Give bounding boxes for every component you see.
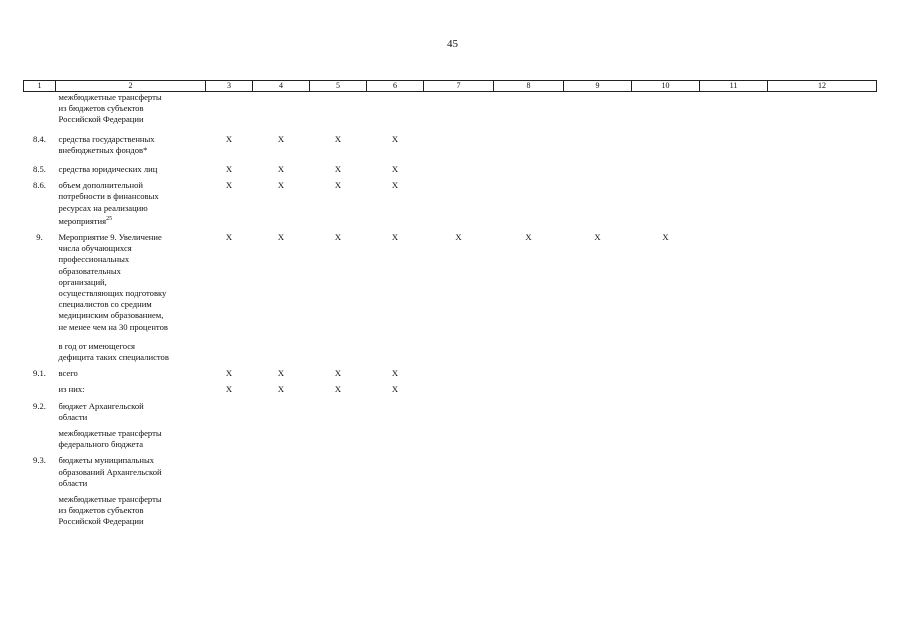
row-description xyxy=(56,156,206,175)
value-cell xyxy=(206,92,253,126)
value-cell xyxy=(367,92,424,126)
value-cell xyxy=(253,333,310,363)
value-cell xyxy=(768,126,877,156)
value-cell xyxy=(253,423,310,450)
column-header: 1 xyxy=(24,81,56,92)
row-number xyxy=(24,333,56,363)
value-cell xyxy=(206,396,253,423)
value-cell xyxy=(700,396,768,423)
row-description xyxy=(56,175,206,227)
table-row xyxy=(24,423,877,450)
description-text: средства юридических лиц xyxy=(58,164,158,175)
value-cell xyxy=(424,423,494,450)
value-cell: X xyxy=(594,231,601,242)
description-line xyxy=(59,243,206,254)
row-description xyxy=(56,450,206,489)
value-cell xyxy=(424,92,494,126)
value-cell xyxy=(253,489,310,528)
value-cell xyxy=(632,175,700,227)
value-cell xyxy=(632,156,700,175)
table-row xyxy=(24,363,877,379)
value-cell xyxy=(700,333,768,363)
description-line xyxy=(59,203,206,214)
value-cell xyxy=(253,396,310,423)
description-line xyxy=(59,516,206,527)
value-cell xyxy=(700,227,768,333)
value-cell xyxy=(310,92,367,126)
value-cell xyxy=(424,175,494,227)
description-text: межбюджетные трансферты xyxy=(58,92,162,102)
value-cell xyxy=(564,333,632,363)
value-cell xyxy=(206,450,253,489)
value-cell: X xyxy=(277,384,285,395)
row-description xyxy=(56,333,206,363)
description-line xyxy=(59,164,206,175)
table-row xyxy=(24,450,877,489)
description-text: внебюджетных фондов* xyxy=(58,144,148,155)
value-cell: X xyxy=(277,368,285,379)
row-description xyxy=(56,92,206,126)
value-cell xyxy=(632,363,700,379)
column-header: 2 xyxy=(56,81,206,92)
value-cell: X xyxy=(391,133,399,144)
budget-table xyxy=(23,80,877,528)
description-line xyxy=(59,467,206,478)
value-cell xyxy=(424,126,494,156)
description-line xyxy=(59,384,206,395)
description-line xyxy=(59,478,206,489)
value-cell xyxy=(564,379,632,395)
description-line xyxy=(59,439,206,450)
description-text: специалистов со средним xyxy=(58,299,152,310)
description-text: не менее чем на 30 процентов xyxy=(58,321,168,332)
value-cell xyxy=(564,92,632,126)
value-cell xyxy=(206,423,253,450)
value-cell xyxy=(310,489,367,528)
value-cell xyxy=(367,489,424,528)
value-cell xyxy=(494,396,564,423)
value-cell: X xyxy=(277,164,285,175)
table-row xyxy=(24,489,877,528)
value-cell: X xyxy=(334,133,342,144)
value-cell xyxy=(494,126,564,156)
value-cell: X xyxy=(225,164,233,175)
value-cell xyxy=(632,379,700,395)
description-line xyxy=(59,277,206,288)
value-cell xyxy=(768,333,877,363)
row-description xyxy=(56,363,206,379)
table-row xyxy=(24,156,877,175)
value-cell xyxy=(367,333,424,363)
value-cell xyxy=(253,92,310,126)
value-cell xyxy=(700,156,768,175)
value-cell xyxy=(494,423,564,450)
row-description xyxy=(56,379,206,395)
description-line xyxy=(59,310,206,321)
description-text: числа обучающихся xyxy=(58,243,132,254)
row-description xyxy=(56,423,206,450)
value-cell: X xyxy=(225,368,233,379)
description-line xyxy=(59,232,206,243)
description-line xyxy=(59,180,206,191)
value-cell xyxy=(367,450,424,489)
value-cell: X xyxy=(277,231,285,242)
value-cell xyxy=(700,126,768,156)
description-line xyxy=(59,145,206,156)
row-number xyxy=(24,379,56,395)
value-cell xyxy=(564,126,632,156)
value-cell: X xyxy=(225,384,233,395)
value-cell xyxy=(424,489,494,528)
description-line xyxy=(59,214,206,227)
value-cell: X xyxy=(525,231,532,242)
table-row xyxy=(24,175,877,227)
value-cell xyxy=(310,396,367,423)
column-header: 5 xyxy=(310,81,367,92)
value-cell xyxy=(700,450,768,489)
description-text: профессиональных xyxy=(58,254,130,265)
value-cell xyxy=(632,92,700,126)
value-cell xyxy=(564,363,632,379)
row-description xyxy=(56,227,206,333)
row-number: 8.4. xyxy=(33,133,46,144)
description-text: организаций, xyxy=(58,276,107,287)
column-header: 8 xyxy=(494,81,564,92)
row-number: 9.3. xyxy=(33,455,46,466)
description-line xyxy=(59,92,206,103)
description-text: из бюджетов субъектов xyxy=(58,505,144,516)
value-cell xyxy=(564,423,632,450)
value-cell xyxy=(310,333,367,363)
description-text: образований Архангельской xyxy=(58,466,162,477)
value-cell xyxy=(494,333,564,363)
value-cell xyxy=(206,489,253,528)
description-text: из них: xyxy=(58,384,85,395)
value-cell xyxy=(253,450,310,489)
value-cell: X xyxy=(225,231,233,242)
value-cell xyxy=(564,175,632,227)
row-number: 8.6. xyxy=(33,180,46,191)
value-cell xyxy=(768,489,877,528)
column-header: 4 xyxy=(253,81,310,92)
value-cell xyxy=(310,423,367,450)
description-line xyxy=(59,322,206,333)
description-line xyxy=(59,341,206,352)
description-line xyxy=(59,299,206,310)
row-description xyxy=(56,396,206,423)
value-cell xyxy=(424,379,494,395)
value-cell xyxy=(494,379,564,395)
column-header: 6 xyxy=(367,81,424,92)
value-cell xyxy=(564,489,632,528)
description-line xyxy=(59,428,206,439)
description-text: образовательных xyxy=(58,265,121,276)
description-line xyxy=(59,114,206,125)
value-cell: X xyxy=(391,164,399,175)
description-line xyxy=(59,266,206,277)
description-line xyxy=(59,352,206,363)
value-cell: X xyxy=(334,384,342,395)
value-cell xyxy=(632,126,700,156)
row-number: 8.5. xyxy=(33,164,46,175)
value-cell xyxy=(768,423,877,450)
value-cell xyxy=(700,92,768,126)
table-row xyxy=(24,396,877,423)
description-line xyxy=(59,254,206,265)
description-line xyxy=(59,103,206,114)
column-header: 12 xyxy=(768,81,877,92)
table-row xyxy=(24,126,877,156)
value-cell xyxy=(424,363,494,379)
value-cell: X xyxy=(277,133,285,144)
value-cell xyxy=(494,175,564,227)
value-cell xyxy=(700,489,768,528)
value-cell xyxy=(700,363,768,379)
description-text: бюджеты муниципальных xyxy=(58,455,155,466)
value-cell xyxy=(367,423,424,450)
value-cell: X xyxy=(277,180,285,191)
description-line xyxy=(59,401,206,412)
description-text: бюджет Архангельской xyxy=(58,400,144,411)
description-text: области xyxy=(58,411,88,422)
value-cell xyxy=(494,489,564,528)
value-cell xyxy=(768,92,877,126)
row-description xyxy=(56,126,206,156)
description-text: всего xyxy=(58,368,78,379)
value-cell: X xyxy=(391,384,399,395)
value-cell xyxy=(700,175,768,227)
table-row xyxy=(24,333,877,363)
description-text: федерального бюджета xyxy=(58,439,144,450)
description-line xyxy=(59,412,206,423)
row-number: 9. xyxy=(36,231,43,242)
value-cell: X xyxy=(662,231,669,242)
value-cell: X xyxy=(391,180,399,191)
description-text: мероприятия xyxy=(58,215,107,226)
row-number: 9.2. xyxy=(33,400,46,411)
description-line xyxy=(59,191,206,202)
value-cell: X xyxy=(334,368,342,379)
description-text: средства государственных xyxy=(58,133,155,144)
description-text: в год от имеющегося xyxy=(58,340,135,351)
footnote-mark: 25 xyxy=(106,215,113,222)
description-text: Российской Федерации xyxy=(58,516,144,527)
description-text: межбюджетные трансферты xyxy=(58,427,162,438)
row-number xyxy=(24,489,56,528)
description-line xyxy=(59,134,206,145)
table-row xyxy=(24,379,877,395)
value-cell xyxy=(632,450,700,489)
description-line xyxy=(59,368,206,379)
description-text: Мероприятие 9. Увеличение xyxy=(58,231,162,242)
value-cell xyxy=(424,396,494,423)
row-number: 9.1. xyxy=(33,368,46,379)
value-cell: X xyxy=(334,164,342,175)
value-cell xyxy=(768,363,877,379)
description-text: медицинским образованием, xyxy=(58,310,164,321)
row-number xyxy=(24,423,56,450)
value-cell: X xyxy=(334,231,342,242)
description-text: межбюджетные трансферты xyxy=(58,493,162,504)
value-cell xyxy=(632,423,700,450)
value-cell xyxy=(632,396,700,423)
value-cell xyxy=(494,156,564,175)
description-text: потребности в финансовых xyxy=(58,191,159,202)
description-line xyxy=(59,455,206,466)
description-text: ресурсах на реализацию xyxy=(58,202,148,213)
column-header: 3 xyxy=(206,81,253,92)
value-cell xyxy=(700,423,768,450)
value-cell xyxy=(632,333,700,363)
description-line xyxy=(59,494,206,505)
value-cell: X xyxy=(391,231,399,242)
row-description xyxy=(56,489,206,528)
value-cell xyxy=(768,156,877,175)
value-cell xyxy=(494,92,564,126)
value-cell: X xyxy=(334,180,342,191)
table-body xyxy=(24,92,877,528)
column-header: 10 xyxy=(632,81,700,92)
value-cell xyxy=(632,489,700,528)
description-text: из бюджетов субъектов xyxy=(58,103,144,114)
value-cell xyxy=(768,227,877,333)
column-header: 9 xyxy=(564,81,632,92)
value-cell xyxy=(768,396,877,423)
value-cell xyxy=(564,396,632,423)
description-text: области xyxy=(58,477,88,488)
description-text: Российской Федерации xyxy=(58,114,144,125)
value-cell: X xyxy=(225,180,233,191)
row-number xyxy=(24,92,56,126)
value-cell xyxy=(206,333,253,363)
description-text: дефицита таких специалистов xyxy=(58,351,169,362)
value-cell xyxy=(768,175,877,227)
table-row xyxy=(24,227,877,333)
value-cell xyxy=(424,333,494,363)
value-cell xyxy=(564,156,632,175)
value-cell xyxy=(700,379,768,395)
column-header: 11 xyxy=(700,81,768,92)
value-cell: X xyxy=(455,231,462,242)
value-cell xyxy=(367,396,424,423)
description-text: объем дополнительной xyxy=(58,180,144,191)
description-line xyxy=(59,505,206,516)
description-text: осуществляющих подготовку xyxy=(58,287,167,298)
value-cell xyxy=(424,156,494,175)
value-cell xyxy=(564,450,632,489)
table-row xyxy=(24,92,877,126)
description-line xyxy=(59,288,206,299)
value-cell xyxy=(424,450,494,489)
column-number-row xyxy=(24,81,877,92)
value-cell xyxy=(768,379,877,395)
value-cell: X xyxy=(225,133,233,144)
value-cell xyxy=(494,450,564,489)
value-cell xyxy=(768,450,877,489)
value-cell: X xyxy=(391,368,399,379)
column-header: 7 xyxy=(424,81,494,92)
value-cell xyxy=(310,450,367,489)
value-cell xyxy=(494,363,564,379)
page-number: 45 xyxy=(447,38,458,50)
